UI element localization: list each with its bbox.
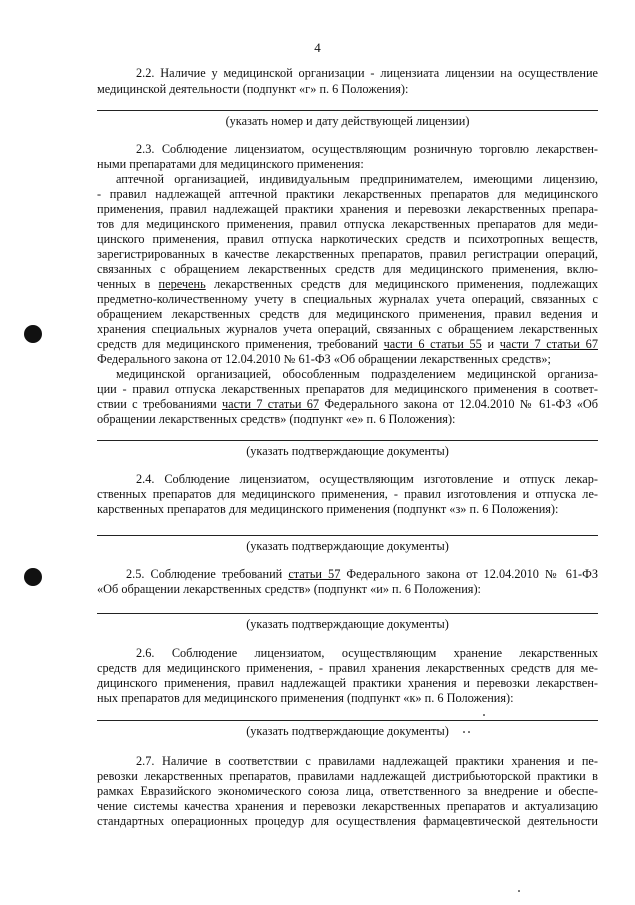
scan-speck xyxy=(483,714,485,716)
article-67-part-7-link-2[interactable]: части 7 статьи 67 xyxy=(221,397,320,411)
section-2-2-caption: (указать номер и дату действующей лицензии) xyxy=(225,114,470,128)
fill-in-line xyxy=(97,535,598,536)
fill-in-line xyxy=(97,440,598,441)
section-2-2-line-1: 2.2. Наличие у медицинской организации - лицензиата лицензии на осуществление xyxy=(136,66,598,80)
section-2-3-line-15: Федерального закона от 12.04.2010 № 61-ФЗ «Об обращении лекарственных средств»; xyxy=(97,352,551,366)
line-text: 2.5. Соблюдение требований xyxy=(126,567,289,581)
section-2-3-line-10 xyxy=(97,277,598,292)
section-2-3-line-5: применения, правил надлежащей практики хранения и перевозки лекарственных препара- xyxy=(97,202,598,216)
section-2-3-line-14 xyxy=(97,337,598,352)
fill-in-line xyxy=(97,720,598,721)
scan-speck xyxy=(463,731,465,733)
section-2-3-line-19: обращении лекарственных средств» (подпункт «е» п. 6 Положения): xyxy=(97,412,456,426)
section-2-3-line-3: аптечной организацией, индивидуальным предпринимателем, имеющими лицензию, xyxy=(116,172,598,186)
line-text: ствии с требованиями xyxy=(97,397,222,411)
section-2-4-caption: (указать подтверждающие документы) xyxy=(246,539,449,553)
section-2-3-caption: (указать подтверждающие документы) xyxy=(246,444,449,458)
section-2-3-line-7: цинского применения, правил отпуска наркотических средств и психотропных веществ, xyxy=(97,232,598,246)
binder-hole-bottom xyxy=(24,568,42,586)
section-2-7-line-1: 2.7. Наличие в соответствии с правилами надлежащей практики хранения и пе- xyxy=(136,754,598,768)
section-2-5-line-2: «Об обращении лекарственных средств» (подпункт «и» п. 6 Положения): xyxy=(97,582,481,596)
section-2-3-line-1: 2.3. Соблюдение лицензиатом, осуществляющим розничную торговлю лекарствен- xyxy=(136,142,598,156)
section-2-3-line-13: хранения специальных журналов учета операций, связанных с обращением лекарственных xyxy=(97,322,598,336)
section-2-3-line-16: медицинской организацией, обособленным подразделением медицинской организа- xyxy=(116,367,598,381)
section-2-5-caption: (указать подтверждающие документы) xyxy=(246,617,449,631)
section-2-7-line-4: чение системы качества хранения и перевозки лекарственных препаратов и актуализацию xyxy=(97,799,598,813)
fill-in-line xyxy=(97,110,598,111)
article-55-part-6-link[interactable]: части 6 статьи 55 xyxy=(383,337,482,351)
section-2-4-line-1: 2.4. Соблюдение лицензиатом, осуществляющим изготовление и отпуск лекар- xyxy=(136,472,598,486)
section-2-5-line-1 xyxy=(126,567,598,582)
section-2-4-line-2: ственных препаратов для медицинского применения, - правил изготовления и отпуска ле- xyxy=(97,487,598,501)
section-2-6-line-1: 2.6. Соблюдение лицензиатом, осуществляющим хранение лекарственных xyxy=(136,646,598,660)
section-2-3-line-6: тов для медицинского применения, правил отпуска лекарственных препаратов для меди- xyxy=(97,217,598,231)
page-number: 4 xyxy=(314,40,321,55)
section-2-6-line-2: средств для медицинского применения, - правил хранения лекарственных средств для ме- xyxy=(97,661,598,675)
section-2-7-line-5: стандартных операционных процедур для осуществления фармацевтической деятельности xyxy=(97,814,598,828)
section-2-3-line-18 xyxy=(97,397,598,412)
section-2-3-line-11: предметно-количественному учету в специальных журналах учета операций, связанных с xyxy=(97,292,598,306)
section-2-3-line-2: ными препаратами для медицинского применения: xyxy=(97,157,364,171)
section-2-7-line-2: ревозки лекарственных препаратов, правилами надлежащей дистрибьюторской практики в xyxy=(97,769,598,783)
section-2-6-line-3: дицинского применения, правил надлежащей практики хранения и перевозки лекарствен- xyxy=(97,676,598,690)
fill-in-line xyxy=(97,613,598,614)
section-2-4-line-3: карственных препаратов для медицинского применения (подпункт «з» п. 6 Положения): xyxy=(97,502,559,516)
scan-speck xyxy=(518,890,520,892)
article-57-link[interactable]: статьи 57 xyxy=(288,567,341,581)
line-text: Федерального закона от 12.04.2010 № 61-ФЗ «Об xyxy=(319,397,598,411)
article-67-part-7-link[interactable]: части 7 статьи 67 xyxy=(499,337,598,351)
line-text: лекарственных средств для медицинского применения, подлежащих xyxy=(205,277,599,291)
binder-hole-top xyxy=(24,325,42,343)
perechen-link[interactable]: перечень xyxy=(158,277,206,291)
section-2-7-line-3: рамках Евразийского экономического союза лица, ответственного за внедрение и обеспе- xyxy=(97,784,598,798)
line-text: средств для медицинского применения, требований xyxy=(97,337,384,351)
section-2-3-line-4: - правил надлежащей аптечной практики лекарственных препаратов для медицинского xyxy=(97,187,598,201)
line-text: ченных в xyxy=(97,277,159,291)
section-2-3-line-8: зарегистрированных в качестве лекарственных препаратов, правил регистрации операций, xyxy=(97,247,598,261)
section-2-6-line-4: ных препаратов для медицинского применения (подпункт «к» п. 6 Положения): xyxy=(97,691,514,705)
section-2-2-line-2: медицинской деятельности (подпункт «г» п. 6 Положения): xyxy=(97,82,409,96)
section-2-3-line-17: ции - правил отпуска лекарственных препаратов для медицинского применения в соответ- xyxy=(97,382,598,396)
line-text: Федерального закона от 12.04.2010 № 61-ФЗ xyxy=(340,567,598,581)
section-2-3-line-9: связанных с обращением лекарственных средств для медицинского применения, вклю- xyxy=(97,262,598,276)
section-2-3-line-12: обращением лекарственных средств для медицинского применения, правил ведения и xyxy=(97,307,598,321)
line-text: и xyxy=(481,337,500,351)
scan-speck xyxy=(468,731,470,733)
section-2-6-caption: (указать подтверждающие документы) xyxy=(246,724,449,738)
